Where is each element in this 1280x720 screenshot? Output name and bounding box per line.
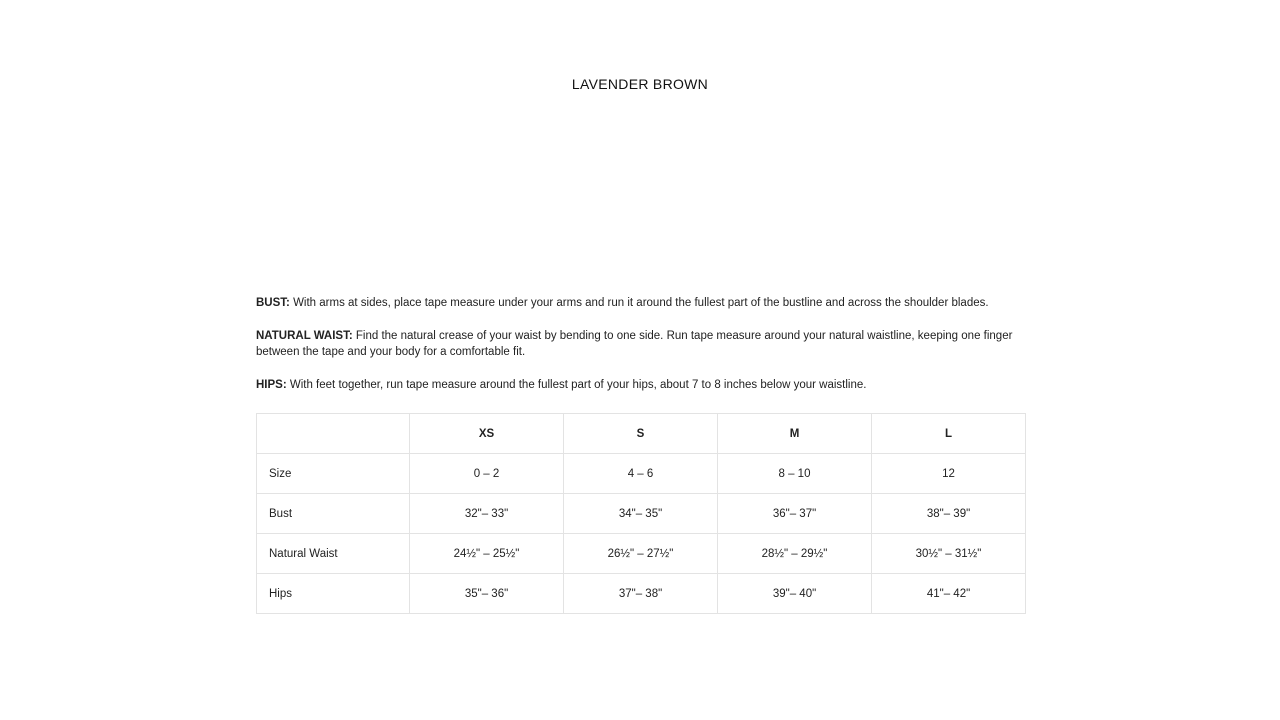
hips-text: With feet together, run tape measure around the fullest part of your hips, about 7 to 8 inches below your waistline. <box>286 379 867 391</box>
table-row <box>257 494 1026 534</box>
bust-instruction <box>256 295 1024 311</box>
table-cell: 34"– 35" <box>564 494 718 534</box>
size-chart-table <box>256 413 1026 614</box>
table-cell: 30½" – 31½" <box>872 534 1026 574</box>
header-empty <box>257 414 410 454</box>
header-s: S <box>564 414 718 454</box>
size-guide-content <box>256 295 1024 614</box>
brand-title: LAVENDER BROWN <box>571 76 709 92</box>
bust-label: BUST: <box>256 297 290 309</box>
row-label: Bust <box>257 494 410 534</box>
natural-waist-label: NATURAL WAIST: <box>256 330 353 342</box>
table-row <box>257 454 1026 494</box>
table-cell: 39"– 40" <box>718 574 872 614</box>
row-label: Hips <box>257 574 410 614</box>
hips-label: HIPS: <box>256 379 287 391</box>
table-cell: 28½" – 29½" <box>718 534 872 574</box>
table-row <box>257 534 1026 574</box>
table-cell: 41"– 42" <box>872 574 1026 614</box>
table-cell: 32"– 33" <box>410 494 564 534</box>
table-cell: 35"– 36" <box>410 574 564 614</box>
header-l: L <box>872 414 1026 454</box>
table-cell: 8 – 10 <box>718 454 872 494</box>
table-cell: 37"– 38" <box>564 574 718 614</box>
table-cell: 4 – 6 <box>564 454 718 494</box>
bust-text: With arms at sides, place tape measure under your arms and run it around the fullest part of the bustline and across the shoulder blades. <box>289 297 989 309</box>
table-cell: 0 – 2 <box>410 454 564 494</box>
table-cell: 36"– 37" <box>718 494 872 534</box>
table-cell: 24½" – 25½" <box>410 534 564 574</box>
table-cell: 38"– 39" <box>872 494 1026 534</box>
header-xs: XS <box>410 414 564 454</box>
natural-waist-instruction <box>256 328 1024 360</box>
hips-instruction <box>256 377 1024 393</box>
table-cell: 12 <box>872 454 1026 494</box>
table-row <box>257 574 1026 614</box>
row-label: Natural Waist <box>257 534 410 574</box>
header-m: M <box>718 414 872 454</box>
table-header-row <box>257 414 1026 454</box>
table-cell: 26½" – 27½" <box>564 534 718 574</box>
row-label: Size <box>257 454 410 494</box>
natural-waist-text: Find the natural crease of your waist by bending to one side. Run tape measure around your natural waistline, keeping one finger between the tape and your body for a comfortable fit. <box>256 330 1013 358</box>
